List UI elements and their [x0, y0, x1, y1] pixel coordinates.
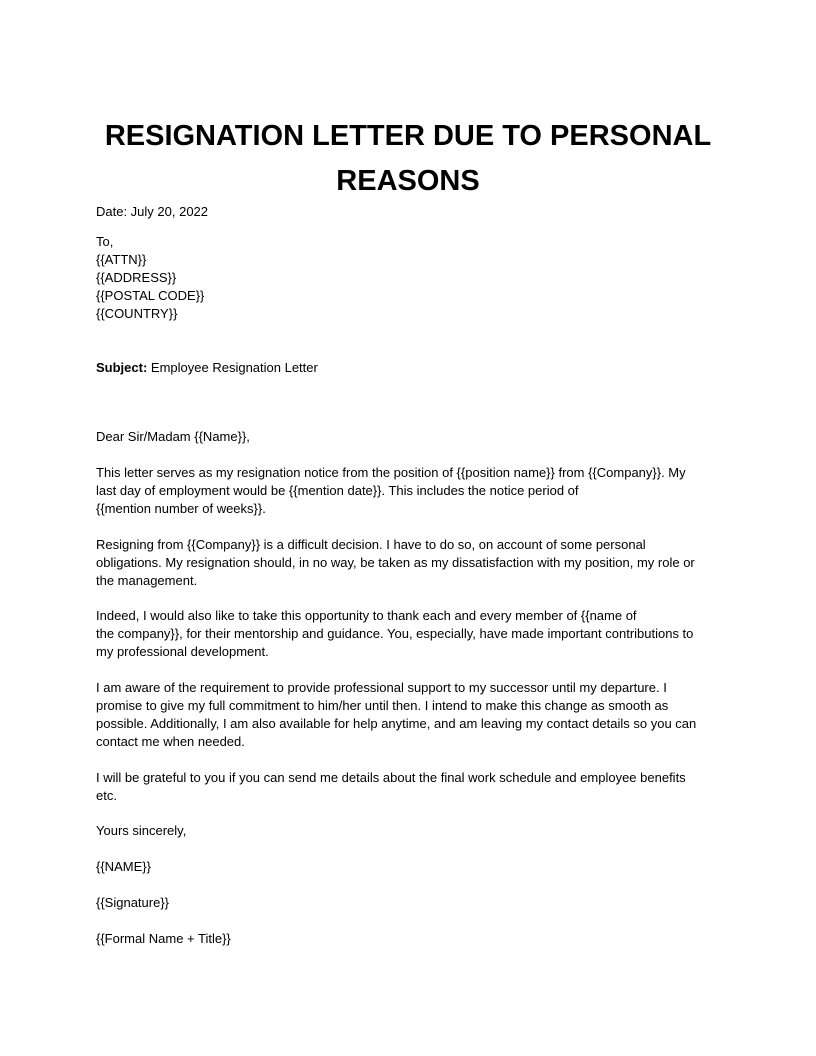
paragraph-line: contact me when needed.	[96, 734, 245, 749]
subject-line	[96, 359, 721, 377]
recipient-country: {{COUNTRY}}	[96, 306, 178, 321]
page-title: RESIGNATION LETTER DUE TO PERSONAL REASONS	[104, 120, 712, 197]
paragraph-line: {{mention number of weeks}}.	[96, 501, 266, 516]
paragraph-line: my professional development.	[96, 644, 269, 659]
paragraph-4	[96, 679, 721, 751]
salutation: Dear Sir/Madam {{Name}},	[96, 429, 250, 444]
paragraph-1	[96, 464, 721, 518]
paragraph-line: obligations. My resignation should, in no way, be taken as my dissatisfaction with my position, my role or	[96, 555, 695, 570]
recipient-address: {{ADDRESS}}	[96, 270, 177, 285]
paragraph-line: I am aware of the requirement to provide professional support to my successor until my departure. I	[96, 680, 667, 695]
recipient-to: To,	[96, 234, 114, 249]
paragraph-line: possible. Additionally, I am also available for help anytime, and am leaving my contact details so you can	[96, 716, 697, 731]
subject-text: Employee Resignation Letter	[147, 360, 318, 375]
recipient-attn: {{ATTN}}	[96, 252, 147, 267]
recipient-postal-code: {{POSTAL CODE}}	[96, 288, 205, 303]
paragraph-2	[96, 536, 721, 590]
paragraph-line: the company}}, for their mentorship and guidance. You, especially, have made important contributions to	[96, 626, 694, 641]
closing: Yours sincerely,	[96, 823, 187, 838]
paragraph-line: Resigning from {{Company}} is a difficult decision. I have to do so, on account of some personal	[96, 537, 646, 552]
subject-label: Subject:	[96, 360, 148, 375]
paragraph-3	[96, 607, 721, 661]
paragraph-line: promise to give my full commitment to him/her until then. I intend to make this change as smooth as	[96, 698, 669, 713]
paragraph-line: etc.	[96, 788, 117, 803]
paragraph-line: I will be grateful to you if you can send me details about the final work schedule and employee benefits	[96, 770, 686, 785]
paragraph-line: This letter serves as my resignation notice from the position of {{position name}} from {{Company}}. My	[96, 465, 686, 480]
paragraph-line: last day of employment would be {{mention date}}. This includes the notice period of	[96, 483, 579, 498]
name-placeholder: {{NAME}}	[96, 859, 151, 874]
date-line: Date: July 20, 2022	[96, 204, 209, 219]
paragraph-line: the management.	[96, 573, 198, 588]
paragraph-5	[96, 769, 721, 805]
signature-placeholder: {{Signature}}	[96, 895, 170, 910]
formal-name-placeholder: {{Formal Name + Title}}	[96, 931, 231, 946]
recipient-block	[96, 233, 721, 323]
paragraph-line: Indeed, I would also like to take this opportunity to thank each and every member of {{name of	[96, 608, 637, 623]
